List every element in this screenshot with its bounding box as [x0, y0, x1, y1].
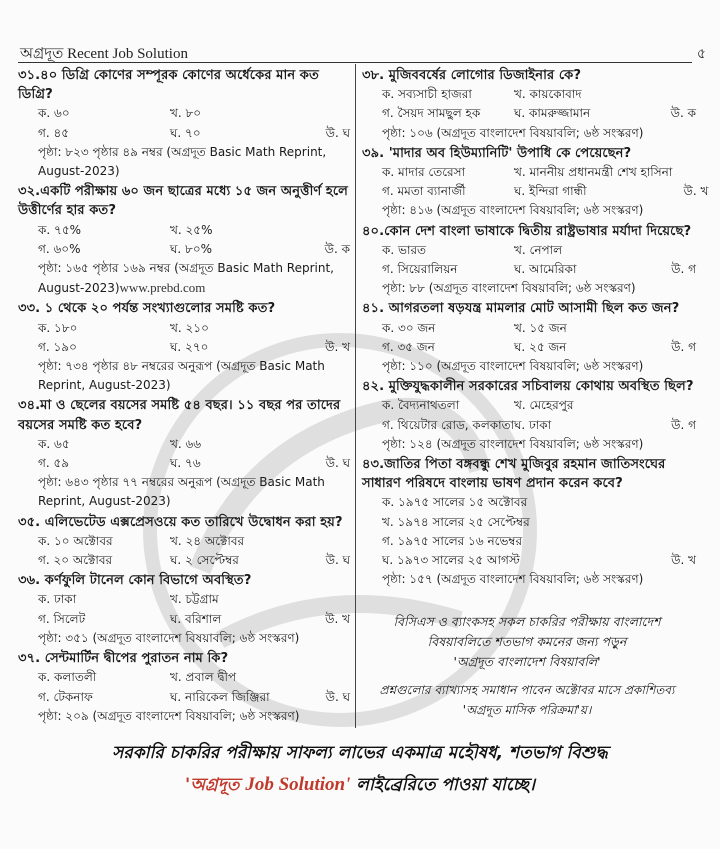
options — [362, 163, 709, 201]
question-text: ৪৩.জাতির পিতা বঙ্গবন্ধু শেখ মুজিবুর রহমান জাতিসংঘের সাধারণ পরিষদে বাংলায় ভাষণ প্রদান করেন কবে? — [362, 457, 666, 492]
options — [18, 221, 350, 259]
reference: পৃষ্ঠা: ৪১৬ (অগ্রদূত বাংলাদেশ বিষয়াবলি; ৬ষ্ঠ সংস্করণ) — [382, 203, 644, 218]
question-text: ৩৭. সেন্টমার্টিন দ্বীপের পুরাতন নাম কি? — [18, 651, 229, 667]
option: ঘ. কামরুজ্জামান — [514, 106, 591, 121]
reference: পৃষ্ঠা: ৭৩৪ পৃষ্ঠার ৪৮ নম্বরের অনুরূপ (অগ্রদূত Basic Math Reprint, August-2023) — [38, 359, 325, 393]
option: খ. কায়কোবাদ — [514, 87, 582, 102]
option: গ. সিয়েরালিয়ন — [382, 262, 458, 277]
answer: উ. খ — [683, 184, 709, 199]
option: ক. ১৯৭৫ সালের ১৫ অক্টোবর — [382, 495, 528, 510]
option: গ. ৪৫ — [38, 125, 70, 140]
option: গ. ২০ অক্টোবর — [38, 553, 113, 568]
question-31 — [18, 66, 350, 181]
option: ঘ. ৭০ — [170, 125, 201, 140]
header-title: অগ্রদূত Recent Job Solution — [20, 46, 188, 62]
question-text: ৪১. আগরতলা ষড়যন্ত্র মামলার মোট আসামী ছিল কত জন? — [362, 301, 680, 317]
promo-line: প্রশ্নগুলোর ব্যাখ্যাসহ সমাধান পাবেন অক্টোবর মাসে প্রকাশিতব্য — [379, 683, 675, 697]
option-with-answer — [382, 551, 696, 570]
option: খ. ১৯৭৪ সালের ২৫ সেপ্টেম্বর — [382, 514, 530, 529]
option: ক. সব্যসাচী হাজরা — [382, 87, 472, 102]
question-text: ৪০.কোন দেশ বাংলা ভাষাকে দ্বিতীয় রাষ্ট্রভাষার মর্যাদা দিয়েছে? — [362, 223, 692, 239]
options — [18, 104, 350, 142]
reference: পৃষ্ঠা: ২০৯ (অগ্রদূত বাংলাদেশ বিষয়াবলি; ৬ষ্ঠ সংস্করণ) — [38, 708, 300, 723]
option: গ. মমতা ব্যানার্জী — [382, 184, 466, 199]
question-37 — [18, 649, 350, 726]
question-text: ৪২. মুক্তিযুদ্ধকালীন সরকারের সচিবালয় কোথায় অবস্থিত ছিল? — [362, 379, 694, 395]
question-33 — [18, 299, 350, 395]
reference — [18, 259, 350, 298]
promo-line: বিষয়াবলিতে শতভাগ কমনের জন্য পড়ুন — [427, 634, 627, 649]
question-38 — [362, 66, 696, 143]
footer-line-1: সরকারি চাকরির পরীক্ষায় সাফল্য লাভের একমাত্র মহৌষধ, শতভাগ বিশুদ্ধ — [112, 743, 608, 763]
option: খ. ১৫ জন — [514, 320, 567, 335]
option: ক. ১৮০ — [38, 320, 78, 335]
option: ঘ. ঢাকা — [514, 417, 552, 432]
question-text: ৩৮. মুজিববর্ষের লোগোর ডিজাইনার কে? — [362, 68, 582, 83]
option: ক. ৭৫% — [38, 222, 82, 237]
option: খ. মেহেরপুর — [514, 398, 574, 413]
option: গ. থিয়েটার রোড, কলকাতা — [382, 417, 515, 432]
question-42 — [362, 377, 696, 454]
option: খ. ২১০ — [170, 320, 209, 335]
option: ঘ. ২৫ জন — [514, 339, 567, 354]
option: ক. ৬০ — [38, 106, 70, 121]
reference: পৃষ্ঠা: ১১০ (অগ্রদূত বাংলাদেশ বিষয়াবলি; ৬ষ্ঠ সংস্করণ) — [382, 359, 644, 374]
reference: পৃষ্ঠা: ১২৪ (অগ্রদূত বাংলাদেশ বিষয়াবলি; ৬ষ্ঠ সংস্করণ) — [382, 436, 644, 451]
reference: পৃষ্ঠা: ১০৬ (অগ্রদূত বাংলাদেশ বিষয়াবলি; ৬ষ্ঠ সংস্করণ) — [382, 125, 644, 140]
question-36 — [18, 571, 350, 648]
answer: উ. ক — [670, 106, 696, 121]
options — [18, 668, 350, 706]
options — [362, 241, 696, 279]
options — [362, 396, 696, 434]
left-column — [18, 66, 350, 727]
option: ক. ৬৫ — [38, 436, 70, 451]
option: ক. বৈদ্যনাথতলা — [382, 398, 460, 413]
options — [18, 435, 350, 473]
question-text: ৩১.৪০ ডিগ্রি কোণের সম্পূরক কোণের অর্ধেকের মান কত ডিগ্রি? — [18, 68, 319, 103]
answer: উ. ঘ — [325, 456, 350, 471]
reference-text: পৃষ্ঠা: ১৬৫ পৃষ্ঠার ১৬৯ নম্বর (অগ্রদূত Basic Math Reprint, August-2023) — [38, 261, 334, 296]
question-39 — [362, 144, 709, 221]
answer: উ. ঘ — [325, 125, 350, 140]
question-text: ৩৯. 'মাদার অব হিউম্যানিটি' উপাধি কে পেয়েছেন? — [362, 145, 632, 161]
option: ঘ. ৭৬ — [170, 456, 201, 471]
promo-line: বিসিএস ও ব্যাংকসহ সকল চাকরির পরীক্ষায় বাংলাদেশ — [393, 614, 661, 629]
brand-name-bn: 'অগ্রদূত — [185, 775, 240, 795]
answer: উ. গ — [671, 262, 696, 277]
option: খ. মাননীয় প্রধানমন্ত্রী শেখ হাসিনা — [514, 165, 673, 180]
option: গ. ১৯০ — [38, 339, 77, 354]
option: ঘ. বরিশাল — [170, 611, 222, 626]
option: খ. ২৪ অক্টোবর — [170, 533, 245, 548]
question-41 — [362, 299, 696, 376]
options — [18, 590, 350, 628]
right-column — [362, 66, 709, 590]
answer: উ. খ — [671, 553, 696, 568]
reference: পৃষ্ঠা: ৩৫১ (অগ্রদূত বাংলাদেশ বিষয়াবলি; ৬ষ্ঠ সংস্করণ) — [38, 630, 300, 645]
option: গ. টেকনাফ — [38, 689, 93, 704]
option: খ. প্রবাল দ্বীপ — [170, 670, 237, 685]
question-43 — [362, 455, 696, 589]
footer-line-2 — [0, 772, 720, 800]
option: খ. ২৫% — [170, 222, 213, 237]
question-text: ৩৪.মা ও ছেলের বয়সের সমষ্টি ৫৪ বছর। ১১ বছর পর তাদের বয়সের সমষ্টি কত হবে? — [18, 398, 341, 433]
options — [362, 85, 696, 123]
question-text: ৩৬. কর্ণফুলি টানেল কোন বিভাগে অবস্থিত? — [18, 573, 252, 589]
brand-name-en: Job Solution' — [245, 774, 351, 795]
options — [18, 319, 350, 357]
option: খ. ৮০ — [170, 106, 202, 121]
option: ঘ. নারিকেল জিঞ্জিরা — [170, 689, 270, 704]
option: খ. ৬৬ — [170, 436, 202, 451]
option: ক. ঢাকা — [38, 592, 77, 607]
promo-line: 'অগ্রদূত বাংলাদেশ বিষয়াবলি' — [453, 654, 601, 669]
question-32 — [18, 182, 350, 298]
options — [18, 532, 350, 570]
option: ক. মাদার তেরেসা — [382, 165, 466, 180]
option: খ. নেপাল — [514, 242, 563, 257]
answer: উ. খ — [325, 339, 350, 354]
page-header — [0, 0, 720, 66]
option: ঘ. ১৯৭৩ সালের ২৫ আগস্ট — [382, 553, 520, 568]
answer: উ. গ — [671, 339, 696, 354]
reference: পৃষ্ঠা: ১৫৭ (অগ্রদূত বাংলাদেশ বিষয়াবলি; ৬ষ্ঠ সংস্করণ) — [382, 572, 644, 587]
option: ক. ১০ অক্টোবর — [38, 533, 113, 548]
options — [362, 319, 696, 357]
question-35 — [18, 513, 350, 571]
option: গ. ৩৫ জন — [382, 339, 435, 354]
question-text: ৩৫. এলিভেটেড এক্সপ্রেসওয়ে কত তারিখে উদ্বোধন করা হয়? — [18, 514, 343, 530]
question-text: ৩৩. ১ থেকে ২০ পর্যন্ত সংখ্যাগুলোর সমষ্টি কত? — [18, 301, 276, 317]
option: গ. ৫৯ — [38, 456, 70, 471]
reference: পৃষ্ঠা: ৬৪৩ পৃষ্ঠার ৭৭ নম্বরের অনুরূপ (অগ্রদূত Basic Math Reprint, August-2023) — [38, 475, 325, 509]
website-url[interactable]: www.prebd.com — [119, 280, 206, 296]
answer: উ. গ — [671, 417, 696, 432]
footer-text: লাইব্রেরিতে পাওয়া যাচ্ছে। — [350, 775, 535, 795]
option: গ. ১৯৭৫ সালের ১৬ নভেম্বর — [382, 533, 523, 548]
header-rule — [18, 62, 692, 63]
question-text: ৩২.একটি পরীক্ষায় ৬০ জন ছাত্রের মধ্যে ১৫ জন অনুত্তীর্ণ হলে উত্তীর্ণের হার কত? — [18, 184, 348, 219]
column-divider — [355, 64, 356, 728]
page-number: ৫ — [696, 46, 706, 62]
option: ঘ. ২ সেপ্টেম্বর — [170, 553, 239, 568]
answer: উ. ঘ — [325, 689, 350, 704]
option: ঘ. ৮০% — [170, 241, 213, 256]
option: খ. চট্টগ্রাম — [170, 592, 219, 607]
question-40 — [362, 222, 696, 299]
question-34 — [18, 396, 350, 511]
option: গ. ৬০% — [38, 241, 81, 256]
option: ঘ. আমেরিকা — [514, 262, 577, 277]
promo-line: 'অগ্রদূত মাসিক পরিক্রমা'য়। — [462, 703, 592, 717]
reference: পৃষ্ঠা: ৮৮ (অগ্রদূত বাংলাদেশ বিষয়াবলি; ৬ষ্ঠ সংস্করণ) — [382, 281, 636, 296]
option: ক. ৩০ জন — [382, 320, 436, 335]
option: ক. কলাতলী — [38, 670, 97, 685]
answer: উ. ঘ — [325, 553, 350, 568]
options — [362, 493, 696, 570]
option: গ. সিলেট — [38, 611, 86, 626]
option: ঘ. ২৭০ — [170, 339, 209, 354]
reference: পৃষ্ঠা: ৮২৩ পৃষ্ঠার ৪৯ নম্বর (অগ্রদূত Basic Math Reprint, August-2023) — [38, 144, 327, 179]
option: গ. সৈয়দ সামছুল হক — [382, 106, 481, 121]
option: ক. ভারত — [382, 242, 427, 257]
option: ঘ. ইন্দিরা গান্ধী — [514, 184, 587, 199]
answer: উ. খ — [325, 611, 350, 626]
promo-note — [362, 680, 692, 720]
answer: উ. ক — [324, 241, 350, 256]
promo-box — [362, 612, 692, 672]
